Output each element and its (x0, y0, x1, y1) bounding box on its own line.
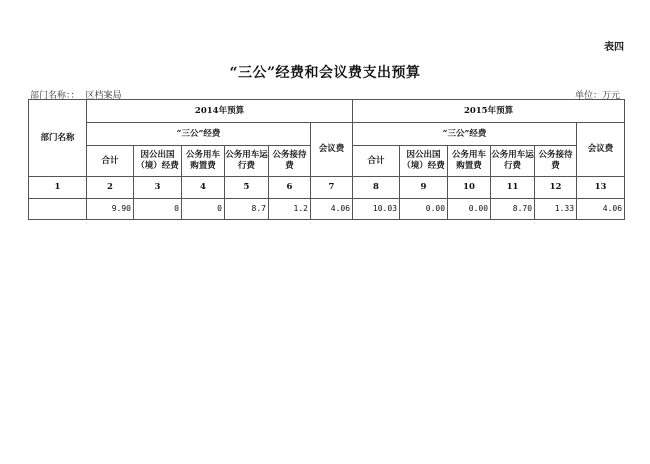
index-cell: 2 (87, 177, 134, 199)
index-cell: 5 (225, 177, 269, 199)
header-2015-budget: 2015年预算 (353, 100, 625, 123)
data-cell-dept (29, 199, 87, 220)
data-row (29, 199, 625, 220)
data-cell-2015-reception: 1.33 (535, 199, 577, 220)
data-cell-2014-total: 9.90 (87, 199, 134, 220)
index-cell: 12 (535, 177, 577, 199)
index-cell: 6 (269, 177, 311, 199)
index-row (29, 177, 625, 199)
index-cell: 10 (448, 177, 491, 199)
data-cell-2014-overseas: 0 (134, 199, 182, 220)
header-2015-sangong: “三公”经费 (353, 123, 577, 146)
header-2014-vehicle-purchase: 公务用车购置费 (182, 146, 225, 177)
index-cell: 13 (577, 177, 625, 199)
table-number-label: 表四 (604, 42, 624, 53)
header-2014-sangong: “三公”经费 (87, 123, 311, 146)
data-cell-2015-total: 10.03 (353, 199, 400, 220)
data-cell-2015-overseas: 0.00 (400, 199, 448, 220)
unit-label: 单位：万元 (574, 91, 620, 101)
index-cell: 8 (353, 177, 400, 199)
department-label: 部门名称：： (30, 91, 80, 101)
header-2014-total: 合计 (87, 146, 134, 177)
index-cell: 11 (491, 177, 535, 199)
header-2015-reception: 公务接待费 (535, 146, 577, 177)
index-cell: 3 (134, 177, 182, 199)
department-value: 区档案局 (85, 91, 122, 101)
index-cell: 7 (311, 177, 353, 199)
header-dept-name: 部门名称 (29, 100, 87, 177)
index-cell: 1 (29, 177, 87, 199)
data-cell-2015-vehicle-purchase: 0.00 (448, 199, 491, 220)
header-2015-overseas: 因公出国（境）经费 (400, 146, 448, 177)
data-cell-2015-vehicle-operation: 8.70 (491, 199, 535, 220)
document-title: “三公”经费和会议费支出预算 (229, 65, 421, 81)
data-cell-2014-reception: 1.2 (269, 199, 311, 220)
header-2015-vehicle-purchase: 公务用车购置费 (448, 146, 491, 177)
header-2015-total: 合计 (353, 146, 400, 177)
header-2014-reception: 公务接待费 (269, 146, 311, 177)
data-cell-2015-meeting-fee: 4.06 (577, 199, 625, 220)
header-2014-meeting-fee: 会议费 (311, 123, 353, 177)
data-cell-2014-vehicle-operation: 8.7 (225, 199, 269, 220)
budget-table (28, 99, 625, 220)
header-2015-meeting-fee: 会议费 (577, 123, 625, 177)
index-cell: 4 (182, 177, 225, 199)
header-2014-overseas: 因公出国（境）经费 (134, 146, 182, 177)
index-cell: 9 (400, 177, 448, 199)
header-2015-vehicle-operation: 公务用车运行费 (491, 146, 535, 177)
header-2014-vehicle-operation: 公务用车运行费 (225, 146, 269, 177)
data-cell-2014-meeting-fee: 4.06 (311, 199, 353, 220)
header-2014-budget: 2014年预算 (87, 100, 353, 123)
data-cell-2014-vehicle-purchase: 0 (182, 199, 225, 220)
